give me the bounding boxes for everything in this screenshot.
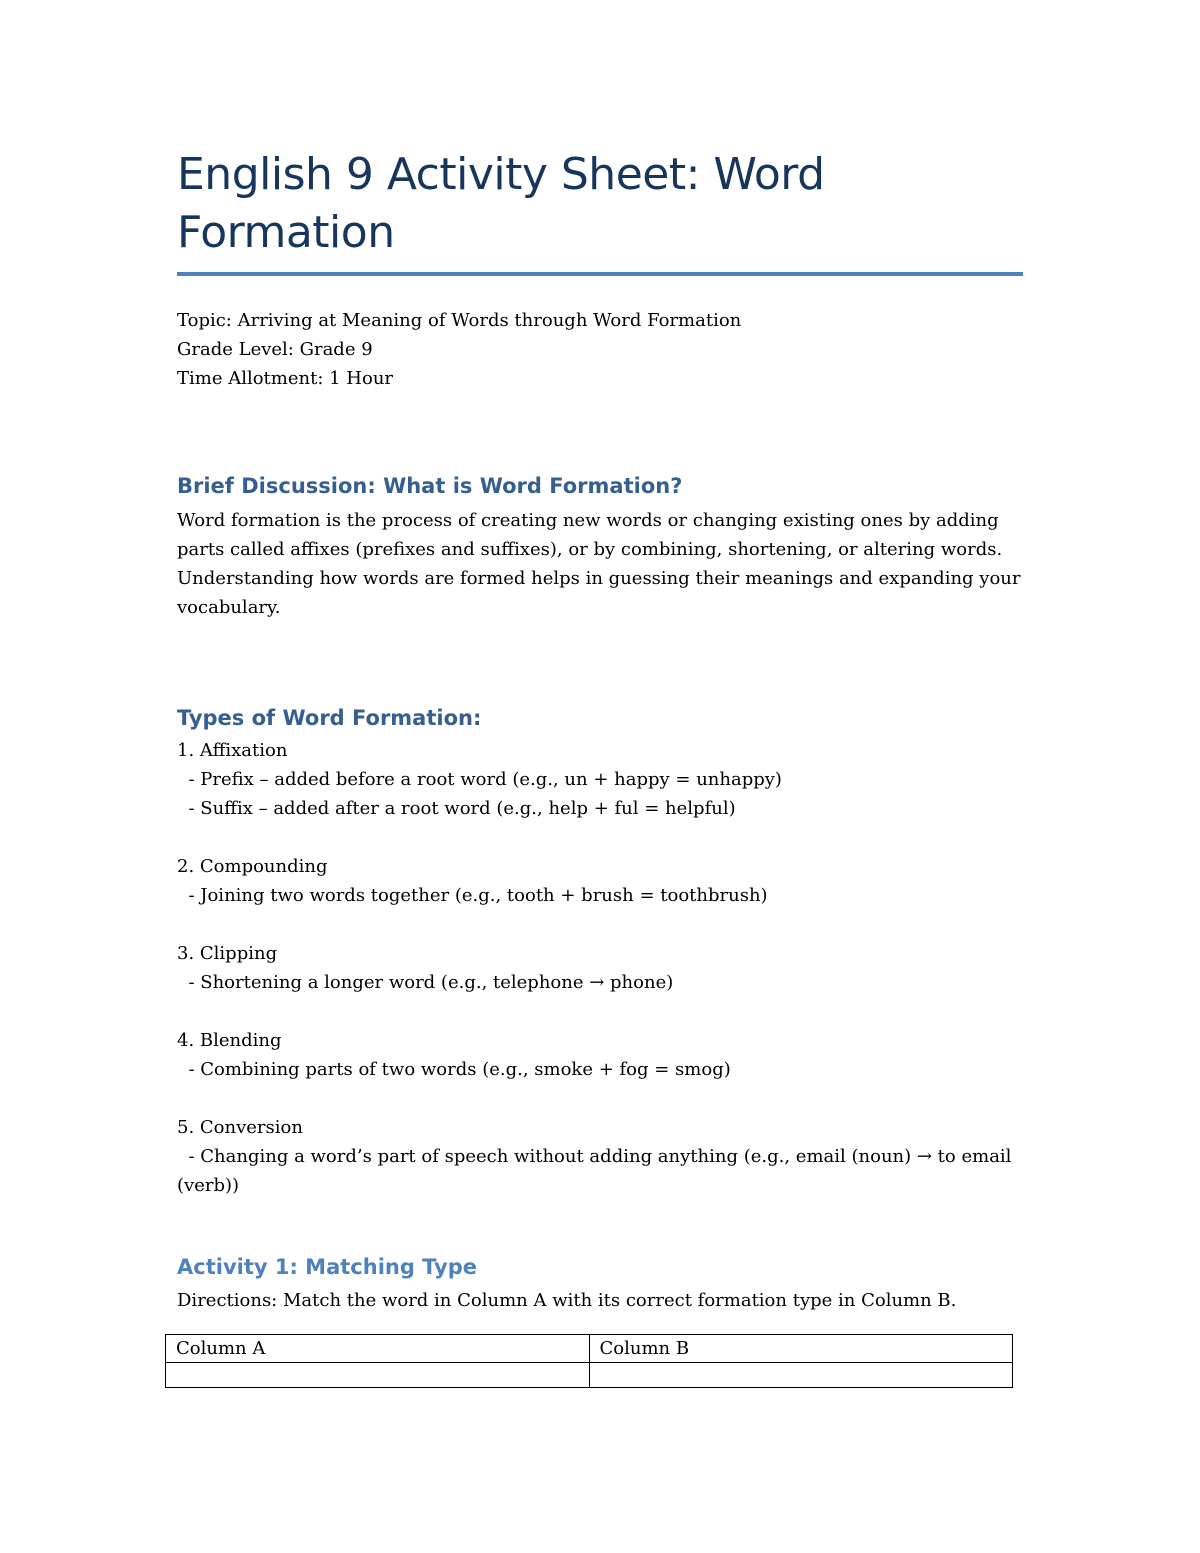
type-detail-prefix: - Prefix – added before a root word (e.g., un + happy = unhappy)	[177, 769, 782, 790]
type-label: 2. Compounding	[177, 856, 328, 877]
types-heading: Types of Word Formation:	[177, 706, 482, 730]
type-detail: - Changing a word’s part of speech without adding anything (e.g., email (noun) → to email (verb))	[177, 1146, 1018, 1196]
type-item-blending	[177, 1026, 1023, 1084]
meta-grade-level: Grade Level: Grade 9	[177, 339, 373, 360]
document-meta	[177, 306, 1023, 393]
table-header-row	[166, 1335, 1013, 1363]
column-b-cell[interactable]	[589, 1363, 1013, 1388]
meta-time-allotment: Time Allotment: 1 Hour	[177, 368, 394, 389]
type-label: 1. Affixation	[177, 740, 288, 761]
type-label: 5. Conversion	[177, 1117, 303, 1138]
discussion-heading: Brief Discussion: What is Word Formation?	[177, 474, 683, 498]
type-detail: - Joining two words together (e.g., tooth + brush = toothbrush)	[177, 885, 768, 906]
type-label: 4. Blending	[177, 1030, 282, 1051]
type-item-conversion	[177, 1113, 1023, 1200]
activity1-heading: Activity 1: Matching Type	[177, 1255, 477, 1279]
meta-topic: Topic: Arriving at Meaning of Words through Word Formation	[177, 310, 742, 331]
type-detail-suffix: - Suffix – added after a root word (e.g., help + ful = helpful)	[177, 798, 736, 819]
discussion-body: Word formation is the process of creating new words or changing existing ones by adding parts called affixes (prefixes and suffixes), or by combining, shortening, or altering words. Understanding how words are formed helps in guessing their meanings and expanding your vocabulary.	[177, 510, 1021, 618]
column-b-header: Column B	[589, 1335, 1013, 1363]
table-row	[166, 1363, 1013, 1388]
activity1-directions: Directions: Match the word in Column A with its correct formation type in Column B.	[177, 1290, 957, 1311]
types-list	[177, 736, 1023, 1229]
type-item-clipping	[177, 939, 1023, 997]
type-item-compounding	[177, 852, 1023, 910]
document-title: English 9 Activity Sheet: Word Formation	[177, 149, 825, 258]
type-label: 3. Clipping	[177, 943, 278, 964]
type-detail: - Shortening a longer word (e.g., telephone → phone)	[177, 972, 674, 993]
column-a-header: Column A	[166, 1335, 590, 1363]
matching-table	[165, 1334, 1013, 1388]
column-a-cell[interactable]	[166, 1363, 590, 1388]
type-item-affixation	[177, 736, 1023, 823]
type-detail: - Combining parts of two words (e.g., smoke + fog = smog)	[177, 1059, 731, 1080]
title-underline	[177, 272, 1023, 276]
